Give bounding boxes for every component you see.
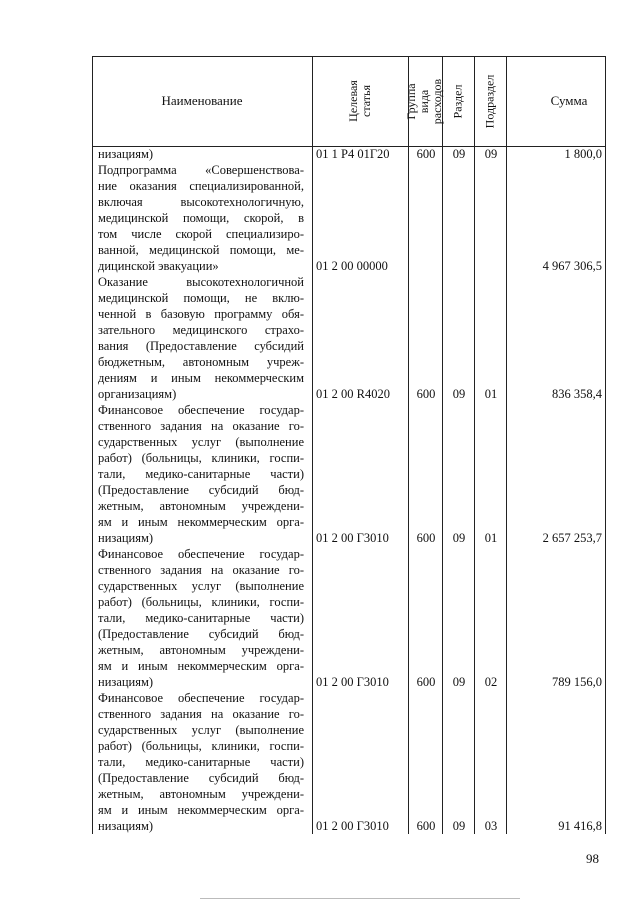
row-subsection: 09 <box>484 147 498 161</box>
row-subsection: 03 <box>484 819 498 833</box>
row-desc-line: работ) (больницы, клиники, госпи- <box>98 451 304 465</box>
col-divider <box>92 56 93 834</box>
row-desc-line: тали, медико-санитарные части) <box>98 467 304 481</box>
row-section: 09 <box>452 531 466 545</box>
row-desc-line: низациям) <box>98 147 154 161</box>
row-desc-line: низациям) <box>98 819 154 833</box>
row-sum: 789 156,0 <box>552 675 602 689</box>
row-group: 600 <box>416 675 436 689</box>
row-desc-line: работ) (больницы, клиники, госпи- <box>98 739 304 753</box>
row-sum: 91 416,8 <box>558 819 602 833</box>
row-code: 01 2 00 Г3010 <box>316 675 389 689</box>
col-divider <box>408 56 409 834</box>
row-group: 600 <box>416 147 436 161</box>
row-desc-line: ственного задания на оказание го- <box>98 419 304 433</box>
header-target <box>312 56 408 146</box>
row-desc-line: ям и иным некоммерческим орга- <box>98 803 304 817</box>
row-sum: 836 358,4 <box>552 387 602 401</box>
row-desc-line: жетным, автономным учреждени- <box>98 787 304 801</box>
col-divider <box>605 56 606 834</box>
row-section: 09 <box>452 387 466 401</box>
row-code: 01 1 Р4 01Г20 <box>316 147 390 161</box>
row-desc-line: зательного медицинского страхо- <box>98 323 304 337</box>
row-sum: 4 967 306,5 <box>542 259 602 273</box>
row-desc-line: ям и иным некоммерческим орга- <box>98 515 304 529</box>
row-group: 600 <box>416 819 436 833</box>
header-subsection-label: Подраздел <box>482 74 497 128</box>
row-desc-line: ственного задания на оказание го- <box>98 707 304 721</box>
row-desc-line: медицинской помощи, не вклю- <box>98 291 304 305</box>
row-desc-line: ям и иным некоммерческим орга- <box>98 659 304 673</box>
row-desc-line: Оказание высокотехнологичной <box>98 275 304 289</box>
row-desc-line: жетным, автономным учреждени- <box>98 499 304 513</box>
row-desc-line: Финансовое обеспечение государ- <box>98 691 304 705</box>
row-desc-line: ванной, медицинской помощи, ме- <box>98 243 304 257</box>
row-group: 600 <box>416 387 436 401</box>
row-desc-line: сударственных услуг (выполнение <box>98 435 304 449</box>
col-divider <box>474 56 475 834</box>
header-name: Наименование <box>161 93 243 108</box>
row-desc-line: дицинской эвакуации» <box>98 259 219 273</box>
header-target-label: Целевая статья <box>346 80 373 122</box>
row-desc-line: бюджетным, автономным учреж- <box>98 355 304 369</box>
row-section: 09 <box>452 147 466 161</box>
row-desc-line: вания (Предоставление субсидий <box>98 339 304 353</box>
row-desc-line: том числе скорой специализиро- <box>98 227 304 241</box>
page-number: 98 <box>586 851 599 866</box>
row-subsection: 01 <box>484 531 498 545</box>
row-desc-line: ственного задания на оказание го- <box>98 563 304 577</box>
header-section-label: Раздел <box>450 84 465 118</box>
row-desc-line: включая высокотехнологичную, <box>98 195 304 209</box>
header-group <box>404 56 445 146</box>
row-desc-line: организациям) <box>98 387 177 401</box>
row-desc-line: сударственных услуг (выполнение <box>98 723 304 737</box>
row-code: 01 2 00 Г3010 <box>316 531 389 545</box>
row-code: 01 2 00 00000 <box>316 259 388 273</box>
col-divider <box>442 56 443 834</box>
col-divider <box>506 56 507 834</box>
budget-table <box>92 56 606 834</box>
row-desc-line: низациям) <box>98 531 154 545</box>
row-desc-line: дениям и иным некоммерческим <box>98 371 304 385</box>
row-desc-line: низациям) <box>98 675 154 689</box>
row-desc-line: Подпрограмма «Совершенствова- <box>98 163 304 177</box>
row-sum: 2 657 253,7 <box>542 531 602 545</box>
row-section: 09 <box>452 675 466 689</box>
header-group-label: Группа вида расходов <box>404 78 445 124</box>
col-divider <box>312 56 313 834</box>
row-subsection: 02 <box>484 675 498 689</box>
footer-rule <box>200 898 520 899</box>
header-section <box>442 56 474 146</box>
row-code: 01 2 00 R4020 <box>316 387 390 401</box>
row-desc-line: Финансовое обеспечение государ- <box>98 547 304 561</box>
row-desc-line: работ) (больницы, клиники, госпи- <box>98 595 304 609</box>
row-desc-line: тали, медико-санитарные части) <box>98 611 304 625</box>
row-desc-line: ченной в базовую программу обя- <box>98 307 304 321</box>
row-desc-line: тали, медико-санитарные части) <box>98 755 304 769</box>
row-desc-line: (Предоставление субсидий бюд- <box>98 771 304 785</box>
row-desc-line: медицинской помощи, скорой, в <box>98 211 304 225</box>
row-desc-line: (Предоставление субсидий бюд- <box>98 483 304 497</box>
row-desc-line: жетным, автономным учреждени- <box>98 643 304 657</box>
row-code: 01 2 00 Г3010 <box>316 819 389 833</box>
row-desc-line: сударственных услуг (выполнение <box>98 579 304 593</box>
row-desc-line: Финансовое обеспечение государ- <box>98 403 304 417</box>
header-sum: Сумма <box>550 93 588 108</box>
header-subsection <box>474 56 506 146</box>
row-group: 600 <box>416 531 436 545</box>
row-subsection: 01 <box>484 387 498 401</box>
row-section: 09 <box>452 819 466 833</box>
row-desc-line: (Предоставление субсидий бюд- <box>98 627 304 641</box>
row-desc-line: ние оказания специализированной, <box>98 179 304 193</box>
row-sum: 1 800,0 <box>564 147 602 161</box>
